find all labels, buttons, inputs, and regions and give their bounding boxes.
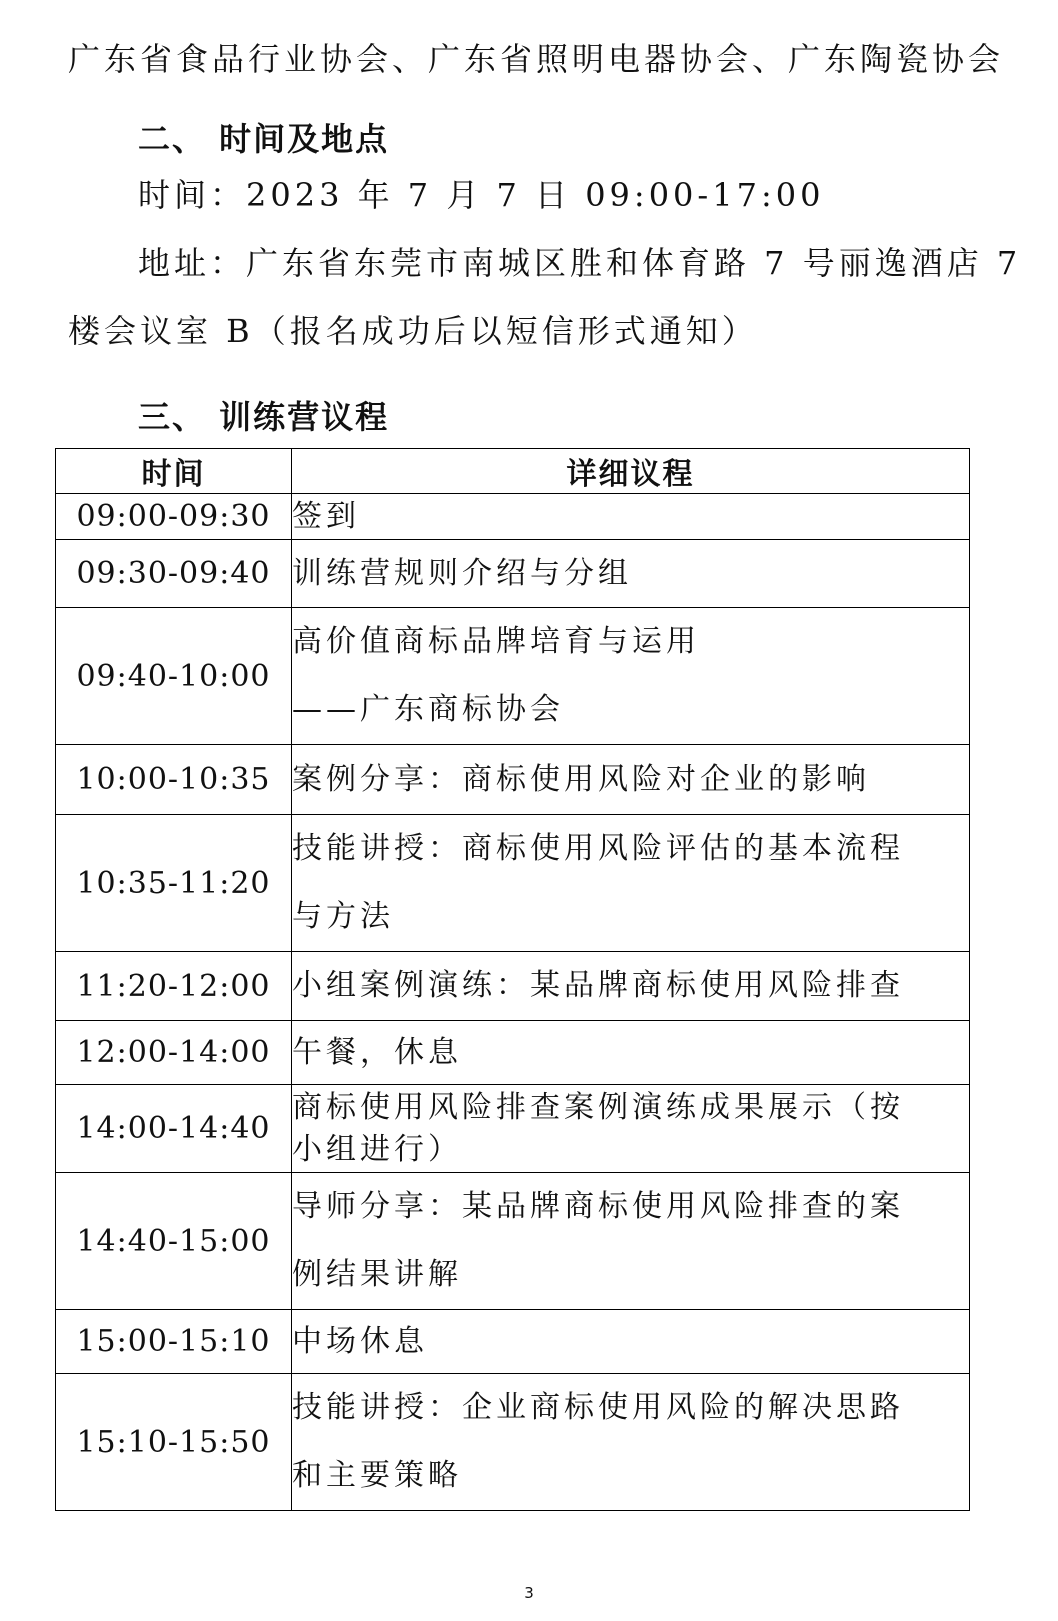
address-line-1: 地址：广东省东莞市南城区胜和体育路 7 号丽逸酒店 7 bbox=[138, 244, 1022, 282]
table-row bbox=[56, 815, 970, 952]
detail-line: 午餐，休息 bbox=[292, 1034, 462, 1070]
table-row bbox=[56, 494, 970, 540]
table-row bbox=[56, 1021, 970, 1085]
row-detail bbox=[292, 745, 970, 815]
row-time: 15:10-15:50 bbox=[56, 1374, 292, 1511]
table-row bbox=[56, 1374, 970, 1511]
row-time: 09:30-09:40 bbox=[56, 540, 292, 608]
row-detail bbox=[292, 540, 970, 608]
detail-line: 商标使用风险排查案例演练成果展示（按 bbox=[292, 1089, 904, 1125]
detail-line: ——广东商标协会 bbox=[292, 692, 564, 727]
detail-line: 高价值商标品牌培育与运用 bbox=[292, 624, 700, 659]
row-detail bbox=[292, 1173, 970, 1310]
intro-line: 广东省食品行业协会、广东省照明电器协会、广东陶瓷协会 bbox=[68, 40, 1005, 78]
row-time: 09:00-09:30 bbox=[56, 494, 292, 540]
row-time: 14:00-14:40 bbox=[56, 1085, 292, 1173]
table-row bbox=[56, 1173, 970, 1310]
row-time: 15:00-15:10 bbox=[56, 1310, 292, 1374]
detail-line: 训练营规则介绍与分组 bbox=[292, 555, 632, 591]
row-detail bbox=[292, 1374, 970, 1511]
row-time: 10:35-11:20 bbox=[56, 815, 292, 952]
table-row bbox=[56, 1085, 970, 1173]
time-line: 时间：2023 年 7 月 7 日 09:00-17:00 bbox=[138, 176, 825, 214]
table-row bbox=[56, 1310, 970, 1374]
row-detail bbox=[292, 952, 970, 1021]
detail-line: 和主要策略 bbox=[292, 1458, 462, 1493]
detail-line: 技能讲授：企业商标使用风险的解决思路 bbox=[292, 1390, 904, 1425]
detail-line: 案例分享：商标使用风险对企业的影响 bbox=[292, 761, 870, 797]
row-time: 10:00-10:35 bbox=[56, 745, 292, 815]
table-row bbox=[56, 540, 970, 608]
detail-line: 小组进行） bbox=[292, 1131, 462, 1167]
detail-line: 与方法 bbox=[292, 899, 394, 934]
detail-line: 签到 bbox=[292, 498, 360, 534]
row-detail bbox=[292, 1021, 970, 1085]
header-detail: 详细议程 bbox=[292, 449, 970, 494]
section-3-heading: 三、 训练营议程 bbox=[138, 398, 390, 436]
table-row bbox=[56, 745, 970, 815]
row-time: 11:20-12:00 bbox=[56, 952, 292, 1021]
table-row bbox=[56, 952, 970, 1021]
row-detail bbox=[292, 494, 970, 540]
row-time: 09:40-10:00 bbox=[56, 608, 292, 745]
detail-line: 小组案例演练：某品牌商标使用风险排查 bbox=[292, 968, 904, 1003]
detail-line: 中场休息 bbox=[292, 1323, 428, 1359]
detail-line: 技能讲授：商标使用风险评估的基本流程 bbox=[292, 831, 904, 866]
table-row bbox=[56, 608, 970, 745]
row-detail bbox=[292, 1085, 970, 1173]
header-time: 时间 bbox=[56, 449, 292, 494]
row-detail bbox=[292, 1310, 970, 1374]
detail-line: 导师分享：某品牌商标使用风险排查的案 bbox=[292, 1189, 904, 1224]
agenda-table bbox=[55, 448, 970, 1511]
row-detail bbox=[292, 815, 970, 952]
address-line-2: 楼会议室 B（报名成功后以短信形式通知） bbox=[68, 312, 758, 350]
row-time: 12:00-14:00 bbox=[56, 1021, 292, 1085]
page-number: 3 bbox=[524, 1584, 534, 1602]
row-detail bbox=[292, 608, 970, 745]
row-time: 14:40-15:00 bbox=[56, 1173, 292, 1310]
detail-line: 例结果讲解 bbox=[292, 1257, 462, 1292]
section-2-heading: 二、 时间及地点 bbox=[138, 120, 390, 158]
agenda-header-row bbox=[56, 449, 970, 494]
